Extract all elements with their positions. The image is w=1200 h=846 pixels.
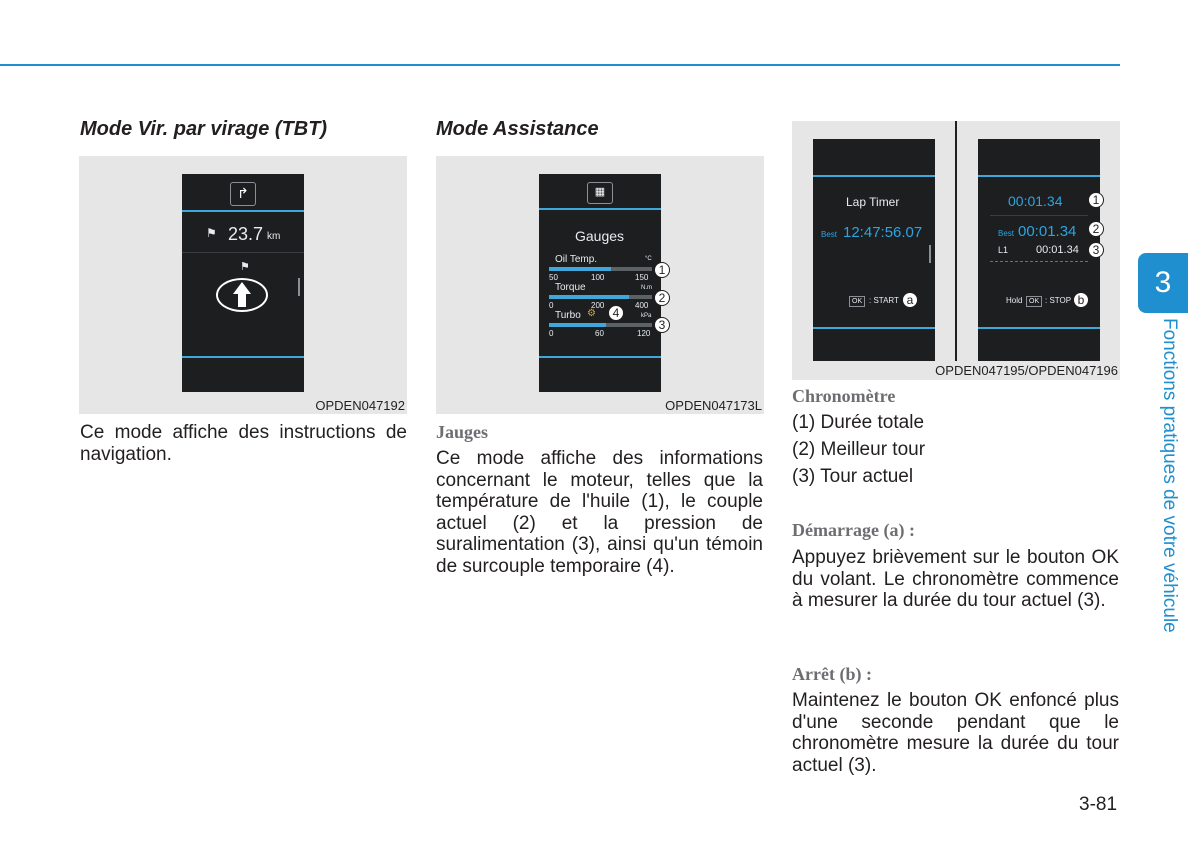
screen-divider	[813, 175, 935, 177]
ok-key-label: OK	[1026, 296, 1042, 307]
total-time: 00:01.34	[1008, 193, 1063, 209]
lap-timer-screen-running	[978, 139, 1100, 361]
oil-tick-2: 150	[635, 273, 649, 282]
torque-gauge-bar	[549, 295, 629, 299]
screen-divider-bottom	[978, 327, 1100, 329]
torque-unit: N.m	[641, 285, 652, 291]
oil-unit: °C	[645, 256, 652, 262]
screen-line	[990, 215, 1088, 216]
oil-gauge-bar	[549, 267, 611, 271]
scroll-indicator	[298, 278, 300, 296]
screen-line	[182, 252, 304, 253]
subheading-jauges: Jauges	[436, 422, 489, 442]
turbo-tick-1: 60	[595, 329, 604, 338]
header-rule	[0, 64, 1120, 66]
cluster-screen-tbt	[182, 174, 304, 392]
lap-timer-screen-start	[813, 139, 935, 361]
start-description: Appuyez brièvement sur le bouton OK du volant. Le chronomètre commence à mesurer la durée du tour actuel (3).	[792, 547, 1119, 611]
callout-1: 1	[654, 262, 670, 278]
lap-timer-title: Lap Timer	[846, 195, 900, 209]
section-title-assist: Mode Assistance	[436, 118, 599, 140]
callout-b: b	[1073, 292, 1089, 308]
oil-label: Oil Temp.	[555, 254, 598, 265]
figure-gauges	[436, 156, 764, 414]
screen-dash-line	[990, 261, 1088, 262]
subheading-chronometre: Chronomètre	[792, 386, 896, 406]
figure-caption: OPDEN047173L	[665, 398, 762, 413]
best-time: 12:47:56.07	[843, 224, 923, 241]
turbo-unit: kPa	[641, 313, 652, 319]
destination-flag-icon: ⚑	[240, 261, 250, 273]
torque-tick-0: 0	[549, 301, 554, 310]
distance-value: 23.7	[228, 224, 264, 244]
screen-divider-bottom	[182, 356, 304, 358]
figure-tbt	[79, 156, 407, 414]
best-label: Best	[998, 229, 1015, 238]
callout-4: 4	[608, 305, 624, 321]
turbo-tick-2: 120	[637, 329, 651, 338]
flag-icon: ⚑	[206, 226, 217, 240]
turn-right-icon: ↱	[230, 182, 256, 206]
item-best: (2) Meilleur tour	[792, 439, 926, 460]
best-time: 00:01.34	[1018, 223, 1077, 240]
item-current: (3) Tour actuel	[792, 466, 914, 487]
callout-1: 1	[1088, 192, 1104, 208]
chapter-title-vertical	[1152, 318, 1182, 638]
overtorque-warning-icon: ⚙	[587, 308, 596, 319]
callout-3: 3	[1088, 242, 1104, 258]
figure-lap-timer	[792, 121, 1120, 380]
torque-label: Torque	[555, 282, 586, 293]
screen-divider	[978, 175, 1100, 177]
start-action: : START	[869, 296, 899, 305]
page-number: 3-81	[1079, 794, 1118, 815]
chapter-tab	[1138, 253, 1188, 313]
subheading-start: Démarrage (a) :	[792, 520, 915, 540]
callout-2: 2	[1088, 221, 1104, 237]
oil-tick-1: 100	[591, 273, 605, 282]
screen-divider-bottom	[539, 356, 661, 358]
tbt-description: Ce mode affiche des instructions de navigation.	[80, 422, 407, 465]
stop-action: : STOP	[1045, 296, 1072, 305]
chapter-number: 3	[1154, 266, 1172, 299]
screen-divider-bottom	[813, 327, 935, 329]
oil-tick-0: 50	[549, 273, 558, 282]
assist-mode-icon: ▦	[587, 182, 613, 204]
stop-description: Maintenez le bouton OK enfoncé plus d'une seconde pendant que le chronomètre mesure la durée du tour actuel (3).	[792, 690, 1119, 776]
callout-2: 2	[654, 290, 670, 306]
turbo-gauge-bar	[549, 323, 606, 327]
lap-label: L1	[998, 245, 1009, 255]
item-total: (1) Durée totale	[792, 412, 925, 433]
screen-divider	[182, 210, 304, 212]
turbo-label: Turbo	[555, 310, 581, 321]
best-label: Best	[821, 230, 838, 239]
turbo-tick-0: 0	[549, 329, 554, 338]
lap-time: 00:01.34	[1036, 244, 1079, 256]
ok-key-label: OK	[849, 296, 865, 307]
chapter-title: Fonctions pratiques de votre véhicule	[1159, 318, 1180, 633]
straight-arrow-icon	[216, 278, 268, 312]
section-title-tbt: Mode Vir. par virage (TBT)	[80, 118, 328, 140]
torque-tick-1: 200	[591, 301, 605, 310]
scroll-indicator	[929, 245, 931, 263]
figure-caption: OPDEN047192	[315, 398, 405, 413]
figure-divider	[955, 121, 957, 361]
screen-divider	[539, 208, 661, 210]
hold-label: Hold	[1006, 296, 1023, 305]
subheading-stop: Arrêt (b) :	[792, 664, 872, 684]
cluster-screen-gauges	[539, 174, 661, 392]
distance-unit: km	[267, 231, 281, 242]
gauges-heading: Gauges	[575, 228, 625, 244]
gauges-description: Ce mode affiche des informations concernant le moteur, telles que la température de l'huile (1), le couple actuel (2) et la pression de suralimentation (3), ainsi qu'un témoin de surcouple temporaire (4).	[436, 448, 763, 577]
callout-3: 3	[654, 317, 670, 333]
figure-caption: OPDEN047195/OPDEN047196	[935, 363, 1118, 378]
callout-a: a	[902, 292, 918, 308]
torque-tick-2: 400	[635, 301, 649, 310]
